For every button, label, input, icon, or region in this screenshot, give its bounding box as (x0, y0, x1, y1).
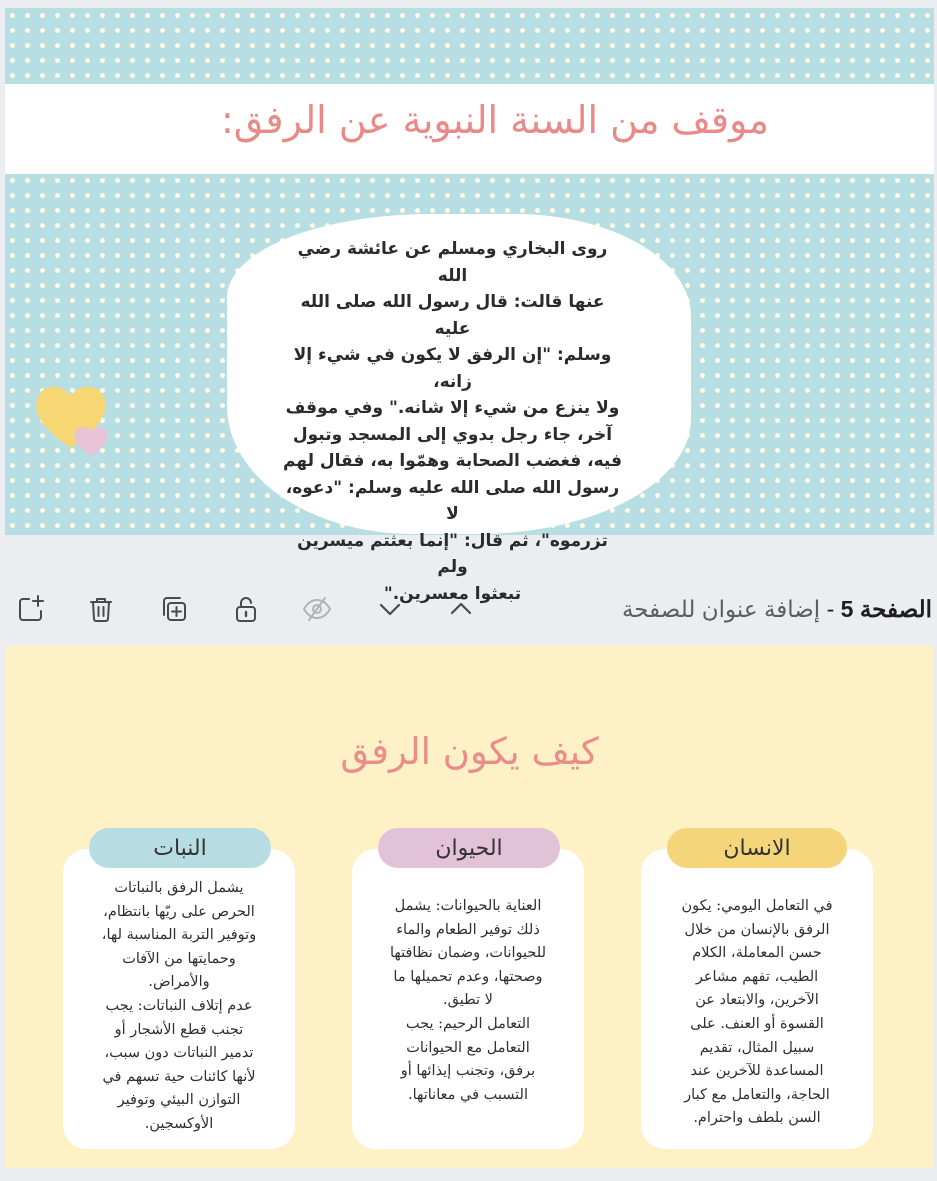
chevron-down-icon (374, 593, 406, 625)
card-line: السن بلطف واحترام. (693, 1110, 821, 1127)
quote-line: عنها قالت: قال رسول الله صلى الله عليه (300, 292, 605, 339)
page-title-label[interactable] (622, 596, 932, 623)
card-line: التعامل الرحيم: يجب (405, 1015, 531, 1032)
card-line: للحيوانات، وضمان نظافتها (390, 945, 546, 962)
card-line: لأنها كائنات حية تسهم في (102, 1068, 256, 1085)
move-page-down-button[interactable] (373, 592, 407, 626)
card-line: العناية بالحيوانات: يشمل (394, 898, 542, 914)
pill-animals[interactable]: الحيوان (378, 828, 560, 868)
pill-human[interactable]: الانسان (667, 828, 847, 868)
heart-small-icon (75, 427, 108, 456)
card-line: عدم إتلاف النباتات: يجب (105, 997, 253, 1014)
card-line: القسوة أو العنف. على (690, 1015, 824, 1032)
quote-line: روى البخاري ومسلم عن عائشة رضي الله (297, 239, 608, 286)
add-page-icon (15, 593, 47, 625)
slide-page-5[interactable] (5, 646, 934, 1168)
card-line: وحمايتها من الآفات (122, 950, 236, 967)
card-line: الطيب، تفهم مشاعر (695, 968, 819, 985)
card-line: وتوفير التربة المناسبة لها، (101, 927, 257, 944)
editor-bottom-margin (0, 1170, 937, 1181)
card-line: ذلك توفير الطعام والماء (396, 921, 540, 938)
card-line: التعامل مع الحيوانات (406, 1039, 530, 1056)
card-line: والأمراض. (148, 974, 210, 991)
card-line: الحرص على ريّها بانتظام، (103, 903, 255, 920)
quote-line: تبعثوا معسرين." (383, 583, 522, 604)
card-line: الآخرين، والابتعاد عن (695, 992, 819, 1009)
page-toolbar (0, 575, 937, 645)
card-line: التسبب في معاناتها. (408, 1086, 528, 1103)
page-label-separator: - (826, 596, 835, 622)
card-line: حسن المعاملة، الكلام (692, 945, 822, 962)
page-number: الصفحة 5 (840, 596, 932, 622)
quote-line: وسلم: "إن الرفق لا يكون في شيء إلا زانه، (293, 345, 612, 392)
card-line: الرفق بالإنسان من خلال (684, 921, 830, 938)
quote-line: رسول الله صلى الله عليه وسلم: "دعوه، لا (285, 477, 620, 524)
card-animals-text (364, 895, 572, 1107)
card-line: تدمير النباتات دون سبب، (104, 1045, 254, 1062)
card-line: وصحتها، وعدم تحميلها ما (393, 968, 543, 985)
quote-line: آخر، جاء رجل بدوي إلى المسجد وتبول (292, 424, 613, 445)
hide-eye-icon (301, 593, 333, 625)
hearts-decoration[interactable] (33, 376, 115, 458)
chevron-up-icon (445, 593, 477, 625)
title-band (5, 84, 934, 174)
hadith-quote-text[interactable] (280, 236, 625, 607)
slide-title[interactable]: موقف من السنة النبوية عن الرفق: (220, 98, 769, 142)
card-line: في التعامل اليومي: يكون (681, 898, 833, 914)
card-line: يشمل الرفق بالنباتات (114, 880, 244, 896)
card-line: تجنب قطع الأشجار أو (114, 1021, 244, 1038)
add-page-title-link[interactable]: إضافة عنوان للصفحة (621, 596, 821, 622)
quote-line: فيه، فغضب الصحابة وهمّوا به، فقال لهم (283, 451, 622, 471)
card-human-text (653, 895, 861, 1131)
card-line: المساعدة للآخرين عند (690, 1063, 824, 1080)
card-human[interactable] (641, 849, 873, 1149)
card-plants[interactable] (63, 849, 295, 1149)
move-page-up-button[interactable] (444, 592, 478, 626)
card-line: لا تطيق. (443, 992, 493, 1009)
duplicate-icon (158, 593, 190, 625)
trash-icon (85, 593, 117, 625)
quote-line: تزرموه"، ثم قال: "إنما بعثتم ميسرين ولم (297, 530, 608, 577)
hide-page-button[interactable] (300, 592, 334, 626)
card-animals[interactable] (352, 849, 584, 1149)
slide-title[interactable]: كيف يكون الرفق (340, 730, 599, 773)
delete-page-button[interactable] (84, 592, 118, 626)
card-line: سبيل المثال، تقديم (699, 1039, 815, 1056)
card-line: برفق، وتجنب إيذائها أو (400, 1063, 536, 1080)
duplicate-page-button[interactable] (157, 592, 191, 626)
lock-icon (230, 593, 262, 625)
quote-line: ولا ينزع من شيء إلا شانه." وفي موقف (285, 398, 620, 418)
add-page-button[interactable] (14, 592, 48, 626)
lock-page-button[interactable] (229, 592, 263, 626)
card-line: الحاجة، والتعامل مع كبار (684, 1086, 830, 1103)
slide-page-4[interactable] (5, 8, 934, 604)
card-line: الأوكسجين. (144, 1115, 214, 1132)
pill-plants[interactable]: النبات (89, 828, 271, 868)
card-line: التوازن البيئي وتوفير (117, 1092, 241, 1109)
card-plants-text (75, 877, 283, 1137)
